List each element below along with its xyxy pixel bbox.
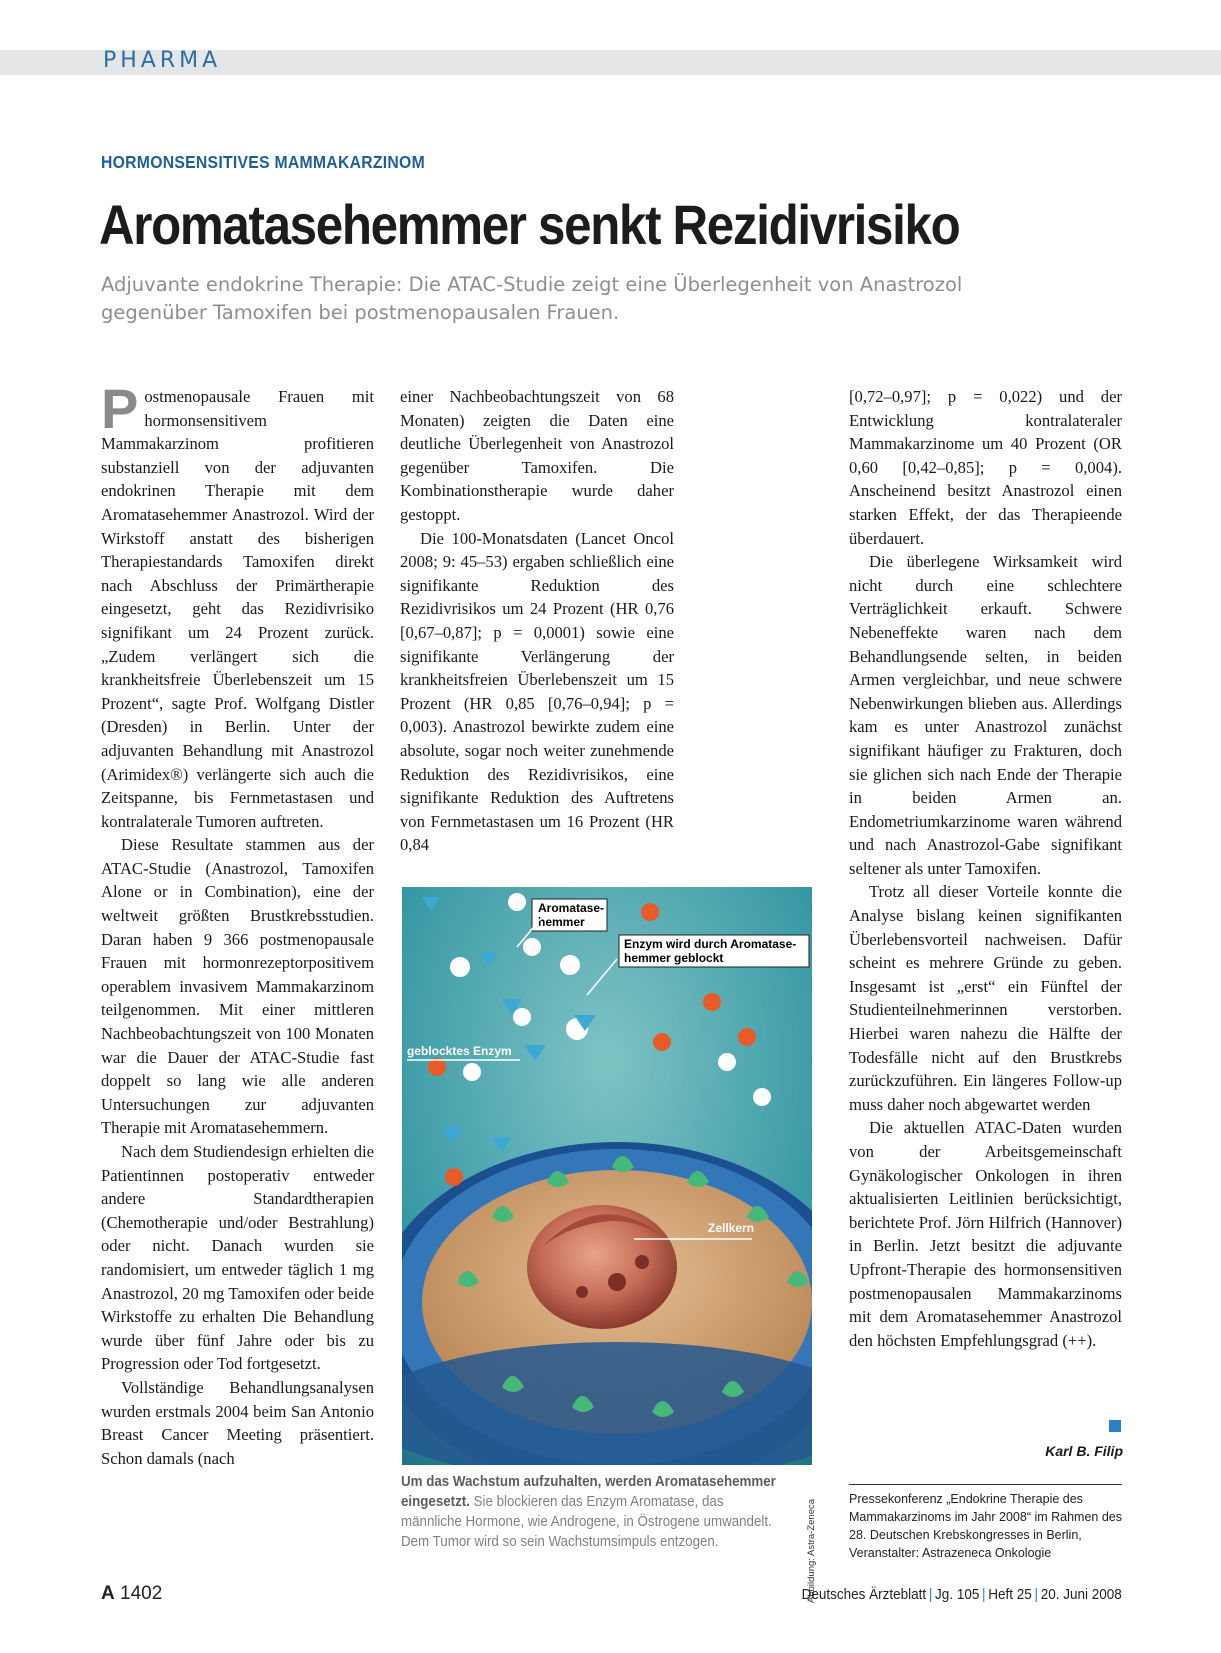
paragraph: Die aktuellen ATAC-Daten wurden von der Arbeitsgemeinschaft Gynäkologischer Onkologen in ihren aktualisierten Leitlinien berücksichtigt, berichtete Prof. Jörn Hilfrich (Hannover) in Berlin. Jetzt besitzt die adjuvante Upfront-Therapie des hormonsensitiven postmenopausalen Mammakarzinoms mit dem Aromatasehemmer Anastrozol den höchsten Empfehlungsgrad (++).: [849, 1118, 1122, 1350]
figure-credit-text: Abbildung: Astra-Zeneca: [806, 1498, 817, 1603]
nucleus: [527, 1205, 677, 1329]
paragraph: Trotz all dieser Vorteile konnte die Analyse bislang keinen signifikanten Überlebensvorteil nachweisen. Dafür scheint es mehrere Gründe zu geben. Insgesamt ist „erst“ ein Fünftel der Studienteilnehmerinnen verstorben. Hierbei waren nahezu die Hälfte der Todesfälle nicht auf den Brustkrebs zurückzuführen. Ein längeres Follow-up muss daher noch abgewartet werden: [849, 882, 1122, 1114]
article-title: Aromatasehemmer senkt Rezidivrisiko: [99, 193, 960, 256]
paragraph: Nach dem Studiendesign erhielten die Patientinnen postoperativ entweder andere Standardtherapien (Chemotherapie und/oder Bestrahlung) oder nicht. Danach wurden sie randomisiert, um entweder täglich 1 mg Anastrozol, 20 mg Tamoxifen oder beide Wirkstoffe zu erhalten Die Behandlung wurde über fünf Jahre oder bis zu Progression oder Tod fortgesetzt.: [101, 1142, 374, 1374]
caption-bold: Um das Wachstum aufzuhalten, werden Aromatasehemmer eingesetzt.: [401, 1474, 776, 1510]
label-enzyme-blocked-line2: hemmer geblockt: [624, 951, 724, 965]
figure-caption: [401, 1472, 780, 1552]
figure-credit: [806, 1463, 824, 1603]
paragraph: Vollständige Behandlungsanalysen wurden erstmals 2004 beim San Antonio Breast Cancer Meeting präsentiert. Schon damals (nach: [101, 1377, 374, 1468]
paragraph: [101, 377, 374, 833]
paragraph: Diese Resultate stammen aus der ATAC-Studie (Anastrozol, Tamoxifen Alone or in Combination), eine der weltweit größten Brustkrebsstudien. Daran haben 9 366 postmenopausale Frauen mit hormonrezeptorpositivem operablem invasivem Mammakarzinom teilgenommen. Mit einer mittleren Nachbeobachtungszeit von 100 Monaten war die Dauer der ATAC-Studie fast doppelt so lang wie alle anderen Untersuchungen zur adjuvanten Therapie mit Aromatasehemmern.: [101, 835, 374, 1138]
article-kicker: HORMONSENSITIVES MAMMAKARZINOM: [101, 152, 425, 172]
article-end-mark: [1109, 1420, 1121, 1432]
section-label: PHARMA: [103, 48, 222, 73]
article-subtitle: Adjuvante endokrine Therapie: Die ATAC-Studie zeigt eine Überlegenheit von Anastrozol gegenüber Tamoxifen bei postmenopausalen Frauen.: [101, 273, 963, 324]
caption-text: Sie blockieren das Enzym Aromatase, das männliche Hormone, wie Androgene, in Östrogene umwandelt. Dem Tumor wird so sein Wachstumsimpuls entzogen.: [401, 1494, 772, 1550]
source-note: Pressekonferenz „Endokrine Therapie des Mammakarzinoms im Jahr 2008“ im Rahmen des 28. Deutschen Krebskongresses in Berlin, Veranstalter: Astrazeneca Onkologie: [849, 1484, 1122, 1562]
journal-name: Deutsches Ärzteblatt: [801, 1586, 927, 1603]
label-inhibitor-line1: Aromatase-: [538, 901, 605, 915]
journal-volume: Jg. 105: [935, 1586, 980, 1603]
page-number: [101, 1583, 162, 1605]
paragraph: Die 100-Monatsdaten (Lancet Oncol 2008; 9: 45–53) ergaben schließlich eine signifikante Reduktion des Rezidivrisikos um 24 Prozent (HR 0,76 [0,67–0,87]; p = 0,0001) sowie eine signifikante Verlängerung der krankheitsfreien Überlebenszeit um 15 Prozent (HR 0,85 [0,76–0,94]; p = 0,003). Anastrozol bewirkte zudem eine absolute, sogar noch weiter zunehmende Reduktion des Rezidivrisikos, eine signifikante Reduktion des Auftretens von Fernmetastasen um 16 Prozent (HR 0,84: [400, 528, 674, 855]
illustration-svg: [402, 887, 812, 1465]
label-inhibitor-line2: hemmer: [538, 915, 585, 929]
text-column-3: [849, 385, 1122, 1352]
paragraph: Die überlegene Wirksamkeit wird nicht durch eine schlechtere Verträglichkeit erkauft. Schwere Nebeneffekte waren nach dem Behandlungsende selten, in beiden Armen vergleichbar, und neue schwere Nebenwirkungen blieben aus. Allerdings kam es unter Anastrozol zunächst signifikant häufiger zu Frakturen, doch sie glichen sich nach Ende der Therapie in beiden Armen an. Endometriumkarzinome waren während und nach Anastrozol-Gabe signifikant seltener als unter Tamoxifen.: [849, 552, 1122, 878]
drop-cap: P: [101, 377, 139, 440]
text-column-1: [101, 377, 374, 1470]
page-prefix: A: [101, 1583, 115, 1604]
paragraph: einer Nachbeobachtungszeit von 68 Monaten) zeigten die Daten eine deutliche Überlegenheit von Anastrozol gegenüber Tamoxifen. Die Kombinationstherapie wurde daher gestoppt.: [400, 387, 674, 524]
text-column-2: [400, 385, 674, 857]
paragraph-text: ostmenopausale Frauen mit hormonsensitivem Mammakarzinom profitieren substanziell von der adjuvanten endokrinen Therapie mit dem Aromatasehemmer Anastrozol. Wird der Wirkstoff anstatt des bisherigen Therapiestandards Tamoxifen direkt nach Abschluss der Primärtherapie eingesetzt, geht das Rezidivrisiko signifikant um 24 Prozent zurück. „Zudem verlängert sich die krankheitsfreie Überlebenszeit um 15 Prozent“, sagte Prof. Wolfgang Distler (Dresden) in Berlin. Unter der adjuvanten Behandlung mit Anastrozol (Arimidex®) verlängerte sich auch die Zeitspanne, bis Fernmetastasen und kontralaterale Tumoren auftreten.: [101, 387, 374, 831]
journal-info: Deutsches Ärzteblatt | Jg. 105 | Heft 25 | 20. Juni 2008: [801, 1586, 1122, 1603]
journal-date: 20. Juni 2008: [1040, 1586, 1122, 1603]
author: Karl B. Filip: [1045, 1443, 1123, 1459]
page-number-value: 1402: [114, 1583, 163, 1604]
journal-issue: Heft 25: [988, 1586, 1033, 1603]
cell-illustration: [402, 887, 812, 1465]
label-enzyme-blocked-line1: Enzym wird durch Aromatase-: [624, 937, 797, 951]
label-nucleus: Zellkern: [708, 1221, 755, 1235]
label-blocked-enzyme: geblocktes Enzym: [407, 1044, 512, 1058]
paragraph: [0,72–0,97]; p = 0,022) und der Entwicklung kontralateraler Mammakarzinome um 40 Prozent (OR 0,60 [0,42–0,85]; p = 0,004). Anscheinend besitzt Anastrozol einen starken Effekt, der das Therapieende überdauert.: [849, 387, 1122, 548]
